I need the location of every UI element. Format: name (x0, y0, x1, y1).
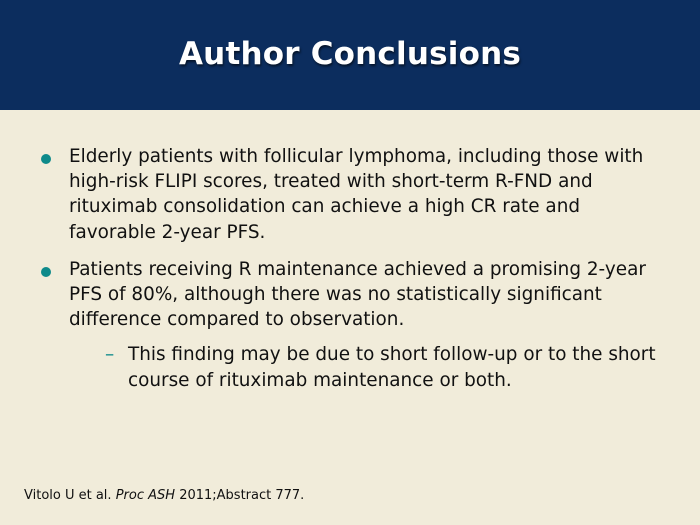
bullet-text: Elderly patients with follicular lymphoma, including those with high-risk FLIPI scores, treated with short-term R-FND and rituximab consolidation can achieve a high CR rate and favorable 2-year PFS. (69, 146, 644, 243)
citation-details: 2011;Abstract 777. (179, 488, 305, 503)
bullet-text: Patients receiving R maintenance achieved a promising 2-year PFS of 80%, although there was no statistically significant difference compared to observation. (69, 258, 646, 331)
bullet-dot-icon (41, 154, 51, 164)
slide-title: Author Conclusions (178, 36, 521, 72)
citation (24, 487, 304, 505)
bullet-dot-icon (41, 267, 51, 277)
bullet-item (40, 257, 660, 393)
sub-bullet-item (69, 342, 660, 392)
citation-journal: Proc ASH (115, 488, 176, 503)
title-bar (0, 0, 700, 110)
citation-authors: Vitolo U et al. (24, 488, 112, 503)
sub-bullet-text: This finding may be due to short follow-up or to the short course of rituximab maintenance or both. (128, 344, 656, 391)
dash-icon: – (105, 344, 115, 366)
bullet-item (40, 144, 660, 245)
bullet-list (40, 144, 660, 405)
